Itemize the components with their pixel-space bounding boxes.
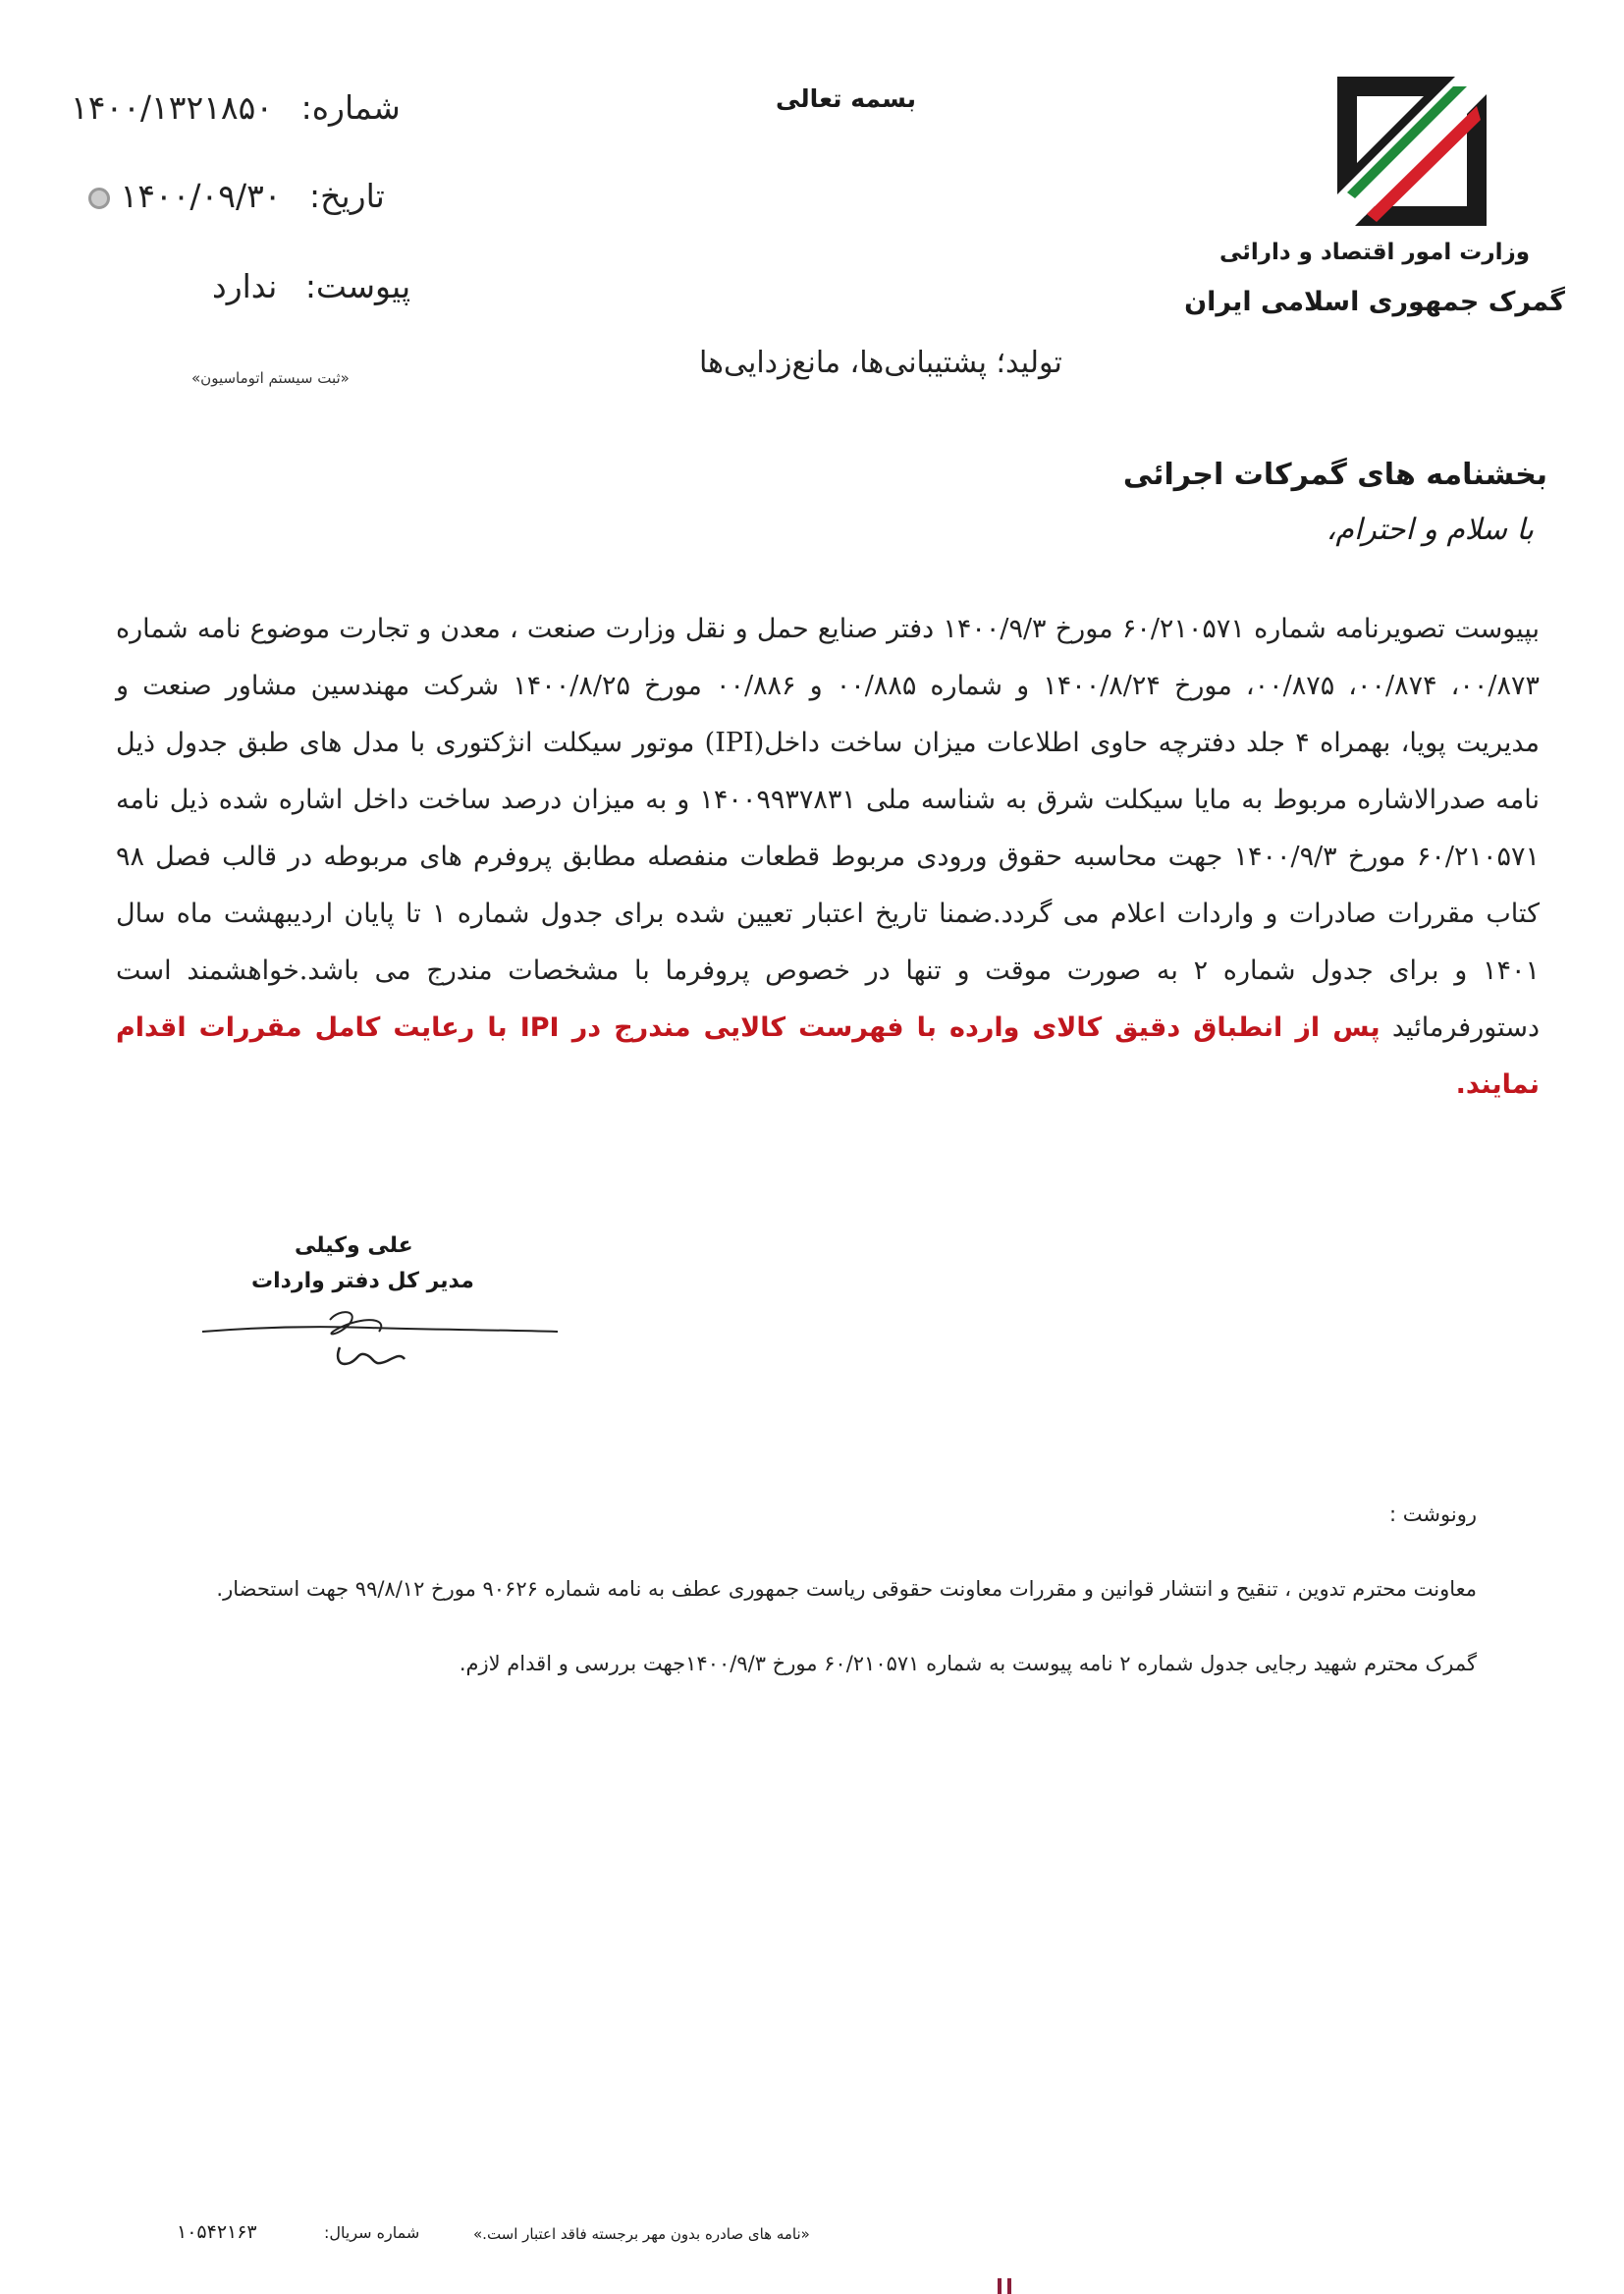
letter-number-value: ۱۴۰۰/۱۳۲۱۸۵۰ bbox=[71, 88, 274, 127]
letter-number bbox=[71, 88, 401, 127]
letter-body-text: بپیوست تصویرنامه شماره ۶۰/۲۱۰۵۷۱ مورخ ۱۴۰۰/۹/۳ دفتر صنایع حمل و نقل وزارت صنعت ، معدن و تجارت موضوع نامه شماره ۰۰/۸۷۳، ۰۰/۸۷۴، ۰۰/۸۷۵، مورخ ۱۴۰۰/۸/۲۴ و شماره ۰۰/۸۸۵ و ۰۰/۸۸۶ مورخ ۱۴۰۰/۸/۲۵ شرکت مهندسین مشاور صنعت و مدیریت پویا، بهمراه ۴ جلد دفترچه حاوی اطلاعات میزان ساخت داخل(IPI) موتور سیکلت انژکتوری با مدل های طبق جدول ذیل نامه صدرالاشاره مربوط به مایا سیکلت شرق به شناسه ملی ۱۴۰۰۹۹۳۷۸۳۱ و به میزان درصد ساخت داخل اشاره شده ذیل نامه ۶۰/۲۱۰۵۷۱ مورخ ۱۴۰۰/۹/۳ جهت محاسبه حقوق ورودی مربوط قطعات منفصله مطابق پروفرم های مربوطه در قالب فصل ۹۸ کتاب مقررات صادرات و واردات اعلام می گردد.ضمنا تاریخ اعتبار تعیین شده برای جدول شماره ۱ تا پایان اردیبهشت ماه سال ۱۴۰۱ و برای جدول شماره ۲ به صورت موقت و تنها در خصوص پروفرما با مشخصات مندرج می باشد.خواهشمند است دستورفرمائید bbox=[116, 614, 1541, 1043]
greeting: با سلام و احترام، bbox=[1326, 513, 1534, 547]
seal-validity-note: «نامه های صادره بدون مهر برجسته فاقد اعتبار است.» bbox=[473, 2225, 810, 2243]
letter-date-label: تاریخ: bbox=[309, 177, 385, 215]
serial-number-value: ۱۰۵۴۲۱۶۳ bbox=[177, 2221, 257, 2243]
letter-attachment bbox=[212, 267, 410, 305]
invocation: بسمه تعالی bbox=[776, 84, 917, 113]
date-stamp-icon bbox=[88, 188, 110, 209]
customs-logo-icon bbox=[1333, 73, 1490, 230]
signatory-name: علی وکیلی bbox=[295, 1233, 413, 1258]
handwritten-signature-icon bbox=[192, 1298, 566, 1387]
letter-date bbox=[84, 177, 385, 215]
letter-date-value: ۱۴۰۰/۰۹/۳۰ bbox=[120, 177, 282, 215]
ministry-name: وزارت امور اقتصاد و دارائی bbox=[1218, 240, 1530, 265]
letter-attachment-value: ندارد bbox=[212, 267, 278, 305]
automation-note: «ثبت سیستم اتوماسیون» bbox=[191, 369, 350, 387]
letter-number-label: شماره: bbox=[300, 88, 401, 127]
circular-title: بخشنامه های گمرکات اجرائی bbox=[1122, 458, 1547, 492]
signatory-title: مدیر کل دفتر واردات bbox=[251, 1269, 474, 1293]
page-mark-icon bbox=[992, 2276, 1021, 2294]
customs-name: گمرک جمهوری اسلامی ایران bbox=[1184, 287, 1565, 317]
cc-item: گمرک محترم شهید رجایی جدول شماره ۲ نامه پیوست به شماره ۶۰/۲۱۰۵۷۱ مورخ ۱۴۰۰/۹/۳جهت بررسی و اقدام لازم. bbox=[459, 1652, 1477, 1675]
letter-body-emphasis: پس از انطباق دقیق کالای وارده با فهرست کالایی مندرج در IPI با رعایت کامل مقررات اقدام نمایند. bbox=[116, 1012, 1540, 1100]
letter-body bbox=[116, 601, 1540, 1114]
cc-item: معاونت محترم تدوین ، تنقیح و انتشار قوانین و مقررات معاونت حقوقی ریاست جمهوری عطف به نامه شماره ۹۰۶۲۶ مورخ ۹۹/۸/۱۲ جهت استحضار. bbox=[216, 1577, 1477, 1601]
slogan: تولید؛ پشتیبانی‌ها، مانع‌زدایی‌ها bbox=[699, 346, 1062, 380]
serial-number-label: شماره سریال: bbox=[324, 2223, 420, 2242]
letter-attachment-label: پیوست: bbox=[304, 267, 411, 305]
cc-label: رونوشت : bbox=[1389, 1502, 1477, 1526]
